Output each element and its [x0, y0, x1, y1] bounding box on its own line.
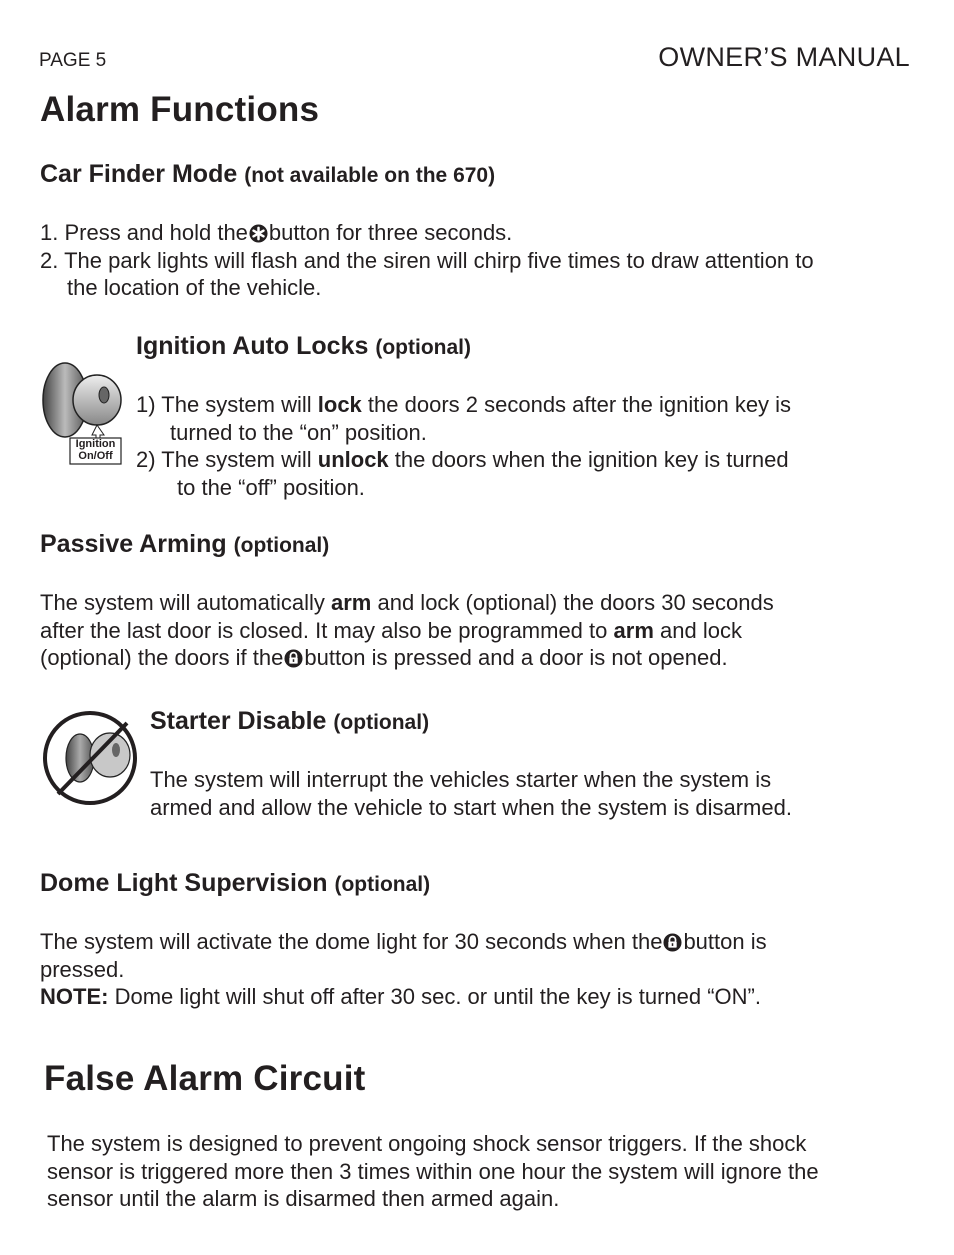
false-alarm-line-2: sensor is triggered more then 3 times within one hour the system will ignore the: [47, 1158, 819, 1184]
ignition-item-2-cont: to the “off” position.: [177, 474, 365, 500]
item1-after: the doors 2 seconds after the ignition key is: [367, 392, 792, 417]
ignition-locks-heading-text: Ignition Auto Locks: [136, 332, 369, 360]
ignition-key-icon: [40, 362, 126, 468]
dome-light-note: (optional): [334, 873, 431, 896]
step1-text-before: 1. Press and hold the: [40, 220, 248, 245]
passive-l2-bold: arm: [613, 617, 654, 643]
dome-light-heading: [40, 869, 430, 898]
dome-line-2: pressed.: [40, 956, 125, 982]
ignition-locks-heading: [136, 332, 471, 361]
passive-l1-bold: arm: [331, 590, 372, 615]
false-alarm-line-1: The system is designed to prevent ongoing shock sensor triggers. If the shock: [47, 1131, 807, 1156]
car-finder-step-1: [40, 219, 814, 247]
item2-before: 2) The system will: [136, 447, 312, 472]
starter-disable-text: [150, 766, 792, 821]
passive-l1-after: and lock (optional) the doors 30 seconds: [377, 590, 774, 615]
dome-note: [40, 983, 767, 1011]
passive-line-2: [40, 617, 774, 645]
dome-l1-after: button is: [683, 929, 767, 954]
step1-text-after: button for three seconds.: [268, 220, 513, 245]
car-finder-note: (not available on the 670): [244, 164, 496, 187]
lock-button-icon: [663, 931, 682, 950]
dome-light-heading-text: Dome Light Supervision: [40, 869, 328, 897]
ignition-item-2: [136, 446, 791, 474]
false-alarm-title: False Alarm Circuit: [44, 1059, 366, 1098]
dome-note-label: NOTE:: [40, 984, 109, 1009]
item2-after: the doors when the ignition key is turned: [394, 447, 789, 472]
passive-l2-after: and lock: [660, 617, 742, 643]
alarm-functions-title: Alarm Functions: [40, 90, 320, 129]
ignition-label-line-2: On/Off: [78, 449, 113, 462]
star-button-icon: [249, 222, 268, 241]
manual-title: OWNER’S MANUAL: [658, 42, 910, 72]
page-number: PAGE 5: [39, 50, 107, 71]
passive-arming-note: (optional): [233, 534, 330, 557]
ignition-label: [71, 439, 120, 462]
passive-line-1: [40, 589, 774, 617]
passive-line-3: [40, 644, 774, 672]
item1-before: 1) The system will: [136, 392, 312, 417]
item1-bold: lock: [317, 392, 362, 417]
passive-arming-heading-text: Passive Arming: [40, 530, 227, 558]
dome-note-text: Dome light will shut off after 30 sec. or until the key is turned “ON”.: [114, 984, 761, 1009]
ignition-item-1: [136, 391, 791, 419]
lock-button-icon: [284, 647, 303, 666]
false-alarm-text: [47, 1130, 819, 1213]
starter-disable-note: (optional): [333, 711, 430, 734]
no-key-icon: [42, 709, 138, 807]
car-finder-heading-text: Car Finder Mode: [40, 160, 238, 188]
passive-l2-before: after the last door is closed. It may also be programmed to: [40, 617, 608, 643]
dome-light-text: [40, 928, 767, 1011]
starter-line-1: The system will interrupt the vehicles starter when the system is: [150, 767, 772, 792]
ignition-item-1-cont: turned to the “on” position.: [170, 419, 427, 445]
passive-l3-after: button is pressed and a door is not opened.: [304, 645, 728, 670]
car-finder-steps: [40, 219, 814, 302]
ignition-locks-note: (optional): [375, 336, 471, 359]
ignition-locks-items: [136, 391, 791, 501]
car-finder-step-2-cont: the location of the vehicle.: [67, 275, 322, 300]
dome-l1-before: The system will activate the dome light for 30 seconds when the: [40, 929, 663, 954]
passive-arming-heading: [40, 530, 329, 559]
car-finder-heading: [40, 160, 495, 189]
passive-l3-before: (optional) the doors if the: [40, 645, 284, 670]
starter-disable-heading-text: Starter Disable: [150, 707, 327, 735]
false-alarm-line-3: sensor until the alarm is disarmed then armed again.: [47, 1186, 560, 1211]
item2-bold: unlock: [317, 447, 389, 472]
passive-l1-before: The system will automatically: [40, 590, 325, 615]
car-finder-step-2: 2. The park lights will flash and the siren will chirp five times to draw attention to: [40, 247, 814, 273]
passive-arming-text: [40, 589, 774, 672]
dome-line-1: [40, 928, 767, 956]
ignition-label-line-1: Ignition: [75, 438, 116, 450]
starter-disable-heading: [150, 707, 429, 736]
starter-line-2: armed and allow the vehicle to start when the system is disarmed.: [150, 794, 792, 820]
